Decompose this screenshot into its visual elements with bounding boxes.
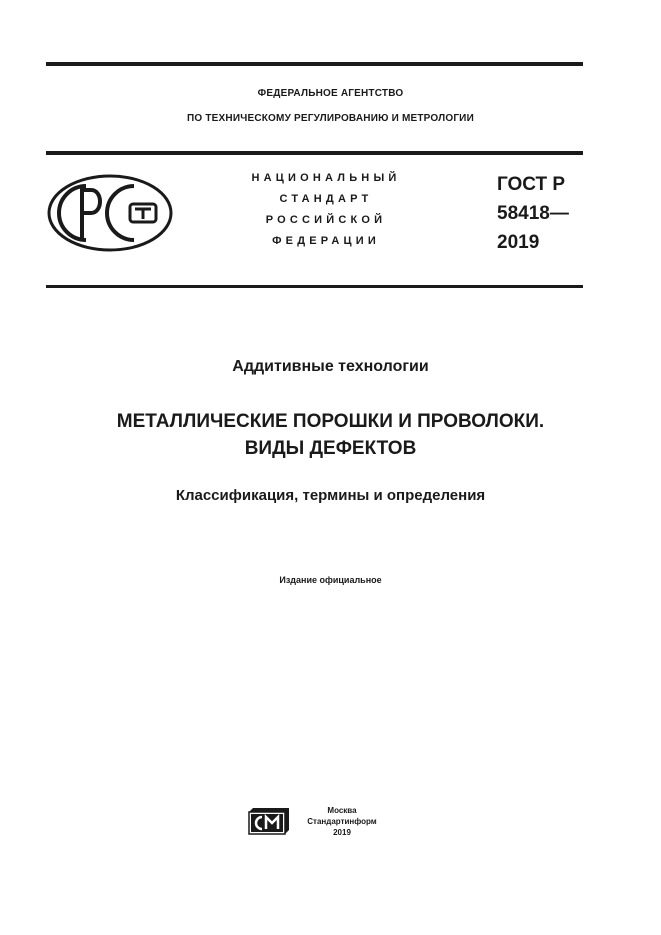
standard-block-rule <box>46 285 583 288</box>
agency-line-2: ПО ТЕХНИЧЕСКОМУ РЕГУЛИРОВАНИЮ И МЕТРОЛОГИИ <box>187 113 474 124</box>
gost-designation <box>497 170 569 257</box>
publisher-city: Москва <box>327 806 357 815</box>
title-line-2: ВИДЫ ДЕФЕКТОВ <box>244 438 417 459</box>
national-line: СТАНДАРТ <box>279 193 373 205</box>
national-line: ФЕДЕРАЦИИ <box>272 235 380 247</box>
document-subtitle: Аддитивные технологии <box>232 358 429 375</box>
header-rule <box>46 151 583 155</box>
publisher-year: 2019 <box>333 828 351 837</box>
edition-note: Издание официальное <box>279 575 382 585</box>
national-standard-label <box>210 168 442 252</box>
document-title <box>0 408 661 462</box>
top-rule <box>46 62 583 66</box>
agency-line-1: ФЕДЕРАЛЬНОЕ АГЕНТСТВО <box>257 88 404 99</box>
publisher-info <box>296 805 388 838</box>
title-line-1: МЕТАЛЛИЧЕСКИЕ ПОРОШКИ И ПРОВОЛОКИ. <box>116 411 545 432</box>
national-line: РОССИЙСКОЙ <box>265 214 387 226</box>
gost-line: 2019 <box>497 232 540 253</box>
gost-line: 58418— <box>497 203 569 224</box>
national-line: НАЦИОНАЛЬНЫЙ <box>251 172 401 184</box>
standartinform-logo-icon <box>247 806 291 836</box>
rst-logo-icon <box>46 173 174 253</box>
publisher-name: Стандартинформ <box>307 817 377 826</box>
gost-line: ГОСТ Р <box>497 174 566 195</box>
document-classification: Классификация, термины и определения <box>175 487 486 504</box>
